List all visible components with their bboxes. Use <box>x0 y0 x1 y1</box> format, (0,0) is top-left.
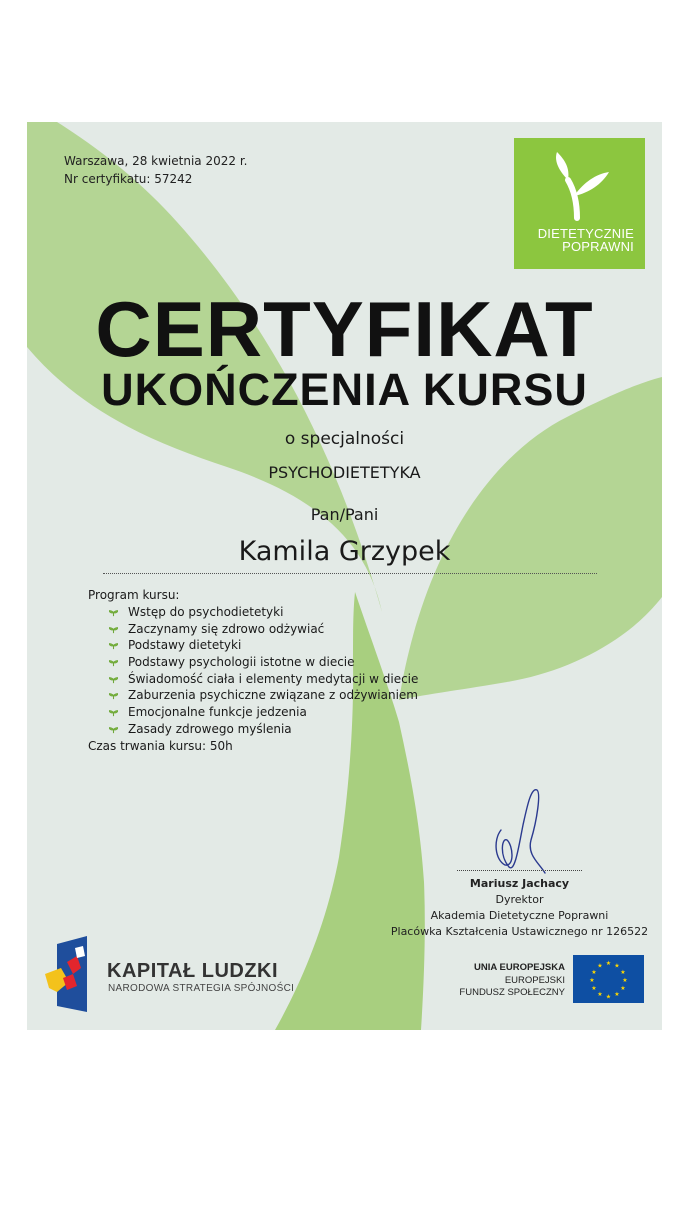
leaf-bullet-icon <box>109 608 118 617</box>
svg-text:★: ★ <box>597 991 603 998</box>
leaf-bullet-icon <box>109 641 118 650</box>
leaf-bullet-icon <box>109 708 118 717</box>
svg-text:★: ★ <box>591 985 597 992</box>
svg-text:★: ★ <box>605 993 612 1001</box>
signer-organization: Akademia Dietetyczne Poprawni <box>430 909 609 922</box>
leaf-bullet-icon <box>109 625 118 634</box>
svg-text:★: ★ <box>614 991 620 998</box>
list-item <box>109 604 418 621</box>
eu-line-2: EUROPEJSKI <box>504 975 565 986</box>
svg-text:★: ★ <box>589 977 595 984</box>
sprout-icon <box>514 138 645 228</box>
kapital-ludzki-subtitle: NARODOWA STRATEGIA SPÓJNOŚCI <box>108 983 295 994</box>
handwritten-signature <box>487 785 557 875</box>
signer-role: Dyrektor <box>495 893 544 906</box>
leaf-bullet-icon <box>109 675 118 684</box>
program-item-text: Wstęp do psychodietetyki <box>128 605 284 619</box>
leaf-bullet-icon <box>109 725 118 734</box>
program-item-text: Zasady zdrowego myślenia <box>128 721 292 736</box>
list-item <box>109 671 418 688</box>
svg-text:★: ★ <box>597 962 603 970</box>
list-item <box>109 637 418 654</box>
kapital-ludzki-logo-icon <box>43 934 105 1014</box>
certificate-subtitle: UKOŃCZENIA KURSU <box>101 364 588 415</box>
leaf-bullet-icon <box>109 658 118 667</box>
recipient-name: Kamila Grzypek <box>238 536 451 567</box>
program-label: Program kursu: <box>88 588 180 602</box>
course-duration: Czas trwania kursu: 50h <box>88 739 233 753</box>
program-item-text: Zaburzenia psychiczne związane z odżywianiem <box>128 688 418 703</box>
program-list <box>109 604 418 738</box>
kapital-ludzki-title: KAPITAŁ LUDZKI <box>107 960 279 982</box>
list-item <box>109 687 418 704</box>
list-item <box>109 621 418 638</box>
logo-line-1: DIETETYCZNIE <box>537 226 634 241</box>
list-item <box>109 654 418 671</box>
certificate-title: CERTYFIKAT <box>95 285 594 373</box>
list-item <box>109 704 418 721</box>
eu-line-3: FUNDUSZ SPOŁECZNY <box>459 987 565 998</box>
certificate <box>27 122 662 1030</box>
program-item-text: Podstawy dietetyki <box>128 638 242 653</box>
svg-text:★: ★ <box>591 969 597 976</box>
program-item-text: Emocjonalne funkcje jedzenia <box>128 705 307 720</box>
signer-name: Mariusz Jachacy <box>469 877 570 890</box>
svg-text:★: ★ <box>620 985 626 992</box>
svg-text:★: ★ <box>614 962 620 970</box>
program-item-text: Zaczynamy się zdrowo odżywiać <box>128 621 325 636</box>
program-item-text: Świadomość ciała i elementy medytacji w diecie <box>128 671 419 686</box>
brand-logo <box>514 138 645 269</box>
eu-flag-icon <box>573 955 644 1003</box>
svg-text:★: ★ <box>605 960 612 967</box>
signer-institution: Placówka Kształcenia Ustawicznego nr 126522 <box>390 925 649 938</box>
name-underline <box>103 573 597 574</box>
svg-text:★: ★ <box>622 977 628 984</box>
signature-line <box>457 870 582 871</box>
list-item <box>109 721 418 738</box>
salutation: Pan/Pani <box>310 505 379 524</box>
svg-text:★: ★ <box>620 969 626 976</box>
issue-date: Warszawa, 28 kwietnia 2022 r. <box>64 154 248 168</box>
logo-line-2: POPRAWNI <box>562 239 634 254</box>
eu-line-1: UNIA EUROPEJSKA <box>474 962 565 973</box>
specialty-label: o specjalności <box>284 429 405 449</box>
program-item-text: Podstawy psychologii istotne w diecie <box>128 655 355 670</box>
specialty-value: PSYCHODIETETYKA <box>268 463 421 482</box>
leaf-bullet-icon <box>109 691 118 700</box>
certificate-number: Nr certyfikatu: 57242 <box>64 172 193 186</box>
